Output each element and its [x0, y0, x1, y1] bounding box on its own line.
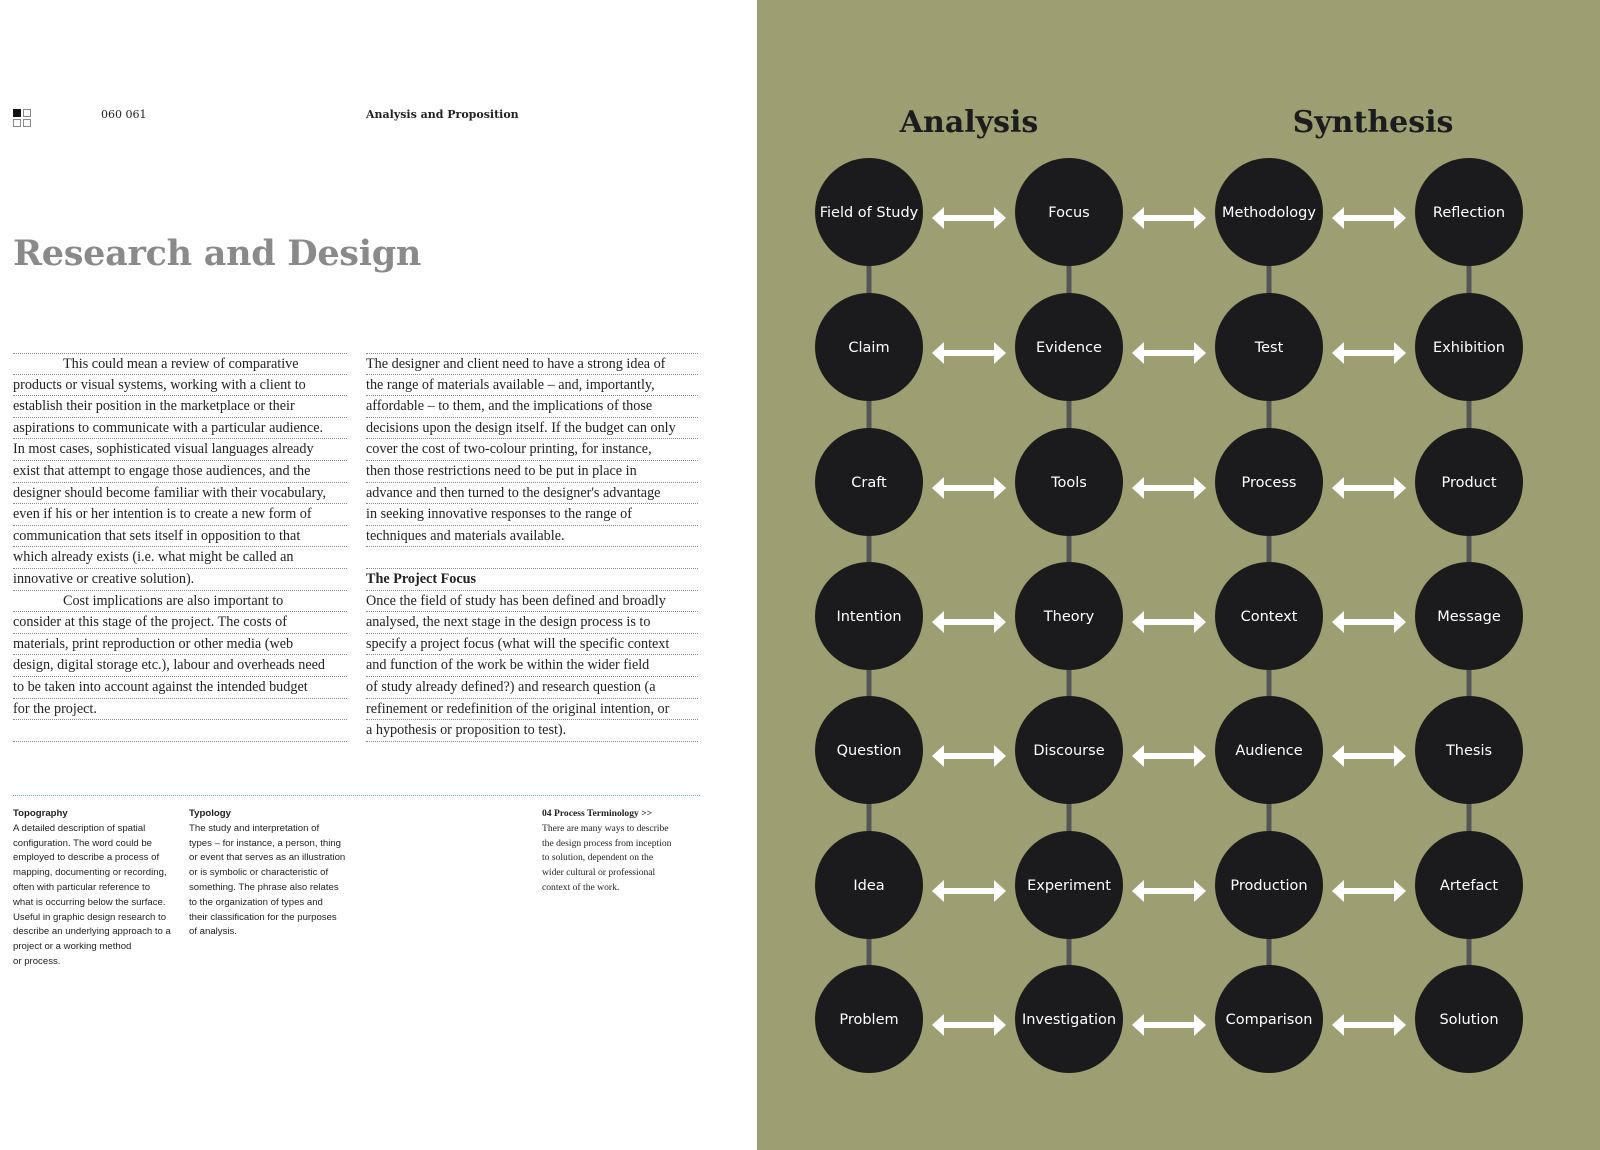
double-arrow-icon [1132, 611, 1206, 633]
double-arrow-icon [1132, 207, 1206, 229]
node-label: Discourse [1033, 743, 1105, 759]
text-line: and function of the work be within the wider field [366, 655, 698, 677]
double-arrow-icon [1332, 880, 1406, 902]
node-label: Thesis [1445, 743, 1493, 759]
note-line: types – for instance, a person, thing [189, 837, 341, 849]
body-column-1 [13, 353, 347, 742]
node-label: Context [1240, 609, 1298, 625]
note-line: often with particular reference to [13, 881, 151, 893]
node-label: Artefact [1439, 878, 1499, 894]
note-line: mapping, documenting or recording, [13, 867, 167, 879]
text-line: of study already defined?) and research question (a [366, 677, 698, 699]
note-line: their classification for the purposes [189, 911, 337, 923]
node-label: Audience [1235, 743, 1303, 759]
text-line: products or visual systems, working with a client to [13, 375, 347, 397]
text-line: techniques and materials available. [366, 526, 698, 548]
text-line: cover the cost of two-colour printing, for instance, [366, 439, 698, 461]
double-arrow-icon [1132, 342, 1206, 364]
node-label: Exhibition [1433, 340, 1505, 356]
double-arrow-icon [932, 207, 1006, 229]
text-line: refinement or redefinition of the original intention, or [366, 699, 698, 721]
note-process-terminology [542, 807, 707, 896]
body-column-2 [366, 353, 698, 742]
text-line: designer should become familiar with their vocabulary, [13, 483, 347, 505]
double-arrow-icon [932, 1014, 1006, 1036]
node-label: Problem [839, 1012, 899, 1028]
double-arrow-icon [1132, 477, 1206, 499]
text-line: communication that sets itself in opposition to that [13, 526, 347, 548]
double-arrow-icon [1332, 207, 1406, 229]
double-arrow-icon [1332, 1014, 1406, 1036]
page-numbers: 060 061 [101, 108, 147, 121]
note-line: context of the work. [542, 881, 620, 893]
page-title: Research and Design [13, 233, 422, 274]
note-line: what is occurring below the surface. [13, 896, 166, 908]
text-line: innovative or creative solution). [13, 569, 347, 591]
double-arrow-icon [932, 342, 1006, 364]
node-label: Production [1230, 878, 1308, 894]
node-label: Field of Study [819, 205, 919, 221]
double-arrow-icon [1132, 745, 1206, 767]
text-line: Once the field of study has been defined and broadly [366, 591, 698, 613]
node-label: Craft [851, 475, 887, 491]
text-line [366, 547, 698, 569]
note-topography [13, 807, 181, 970]
note-line: describe an underlying approach to a [13, 926, 171, 938]
text-line: aspirations to communicate with a particular audience. [13, 418, 347, 440]
left-page [0, 0, 757, 1150]
diagram-heading-analysis: Analysis [899, 105, 1039, 140]
node-label: Theory [1043, 609, 1095, 625]
text-line: Cost implications are also important to [13, 591, 347, 613]
node-label: Comparison [1225, 1012, 1313, 1028]
node-label: Message [1437, 609, 1501, 625]
text-line: establish their position in the marketplace or their [13, 396, 347, 418]
note-heading: Typology [189, 808, 231, 819]
text-line: In most cases, sophisticated visual languages already [13, 439, 347, 461]
note-line: A detailed description of spatial [13, 822, 146, 834]
text-line: This could mean a review of comparative [13, 353, 347, 375]
node-label: Process [1241, 475, 1297, 491]
node-label: Investigation [1021, 1012, 1117, 1028]
note-line: to solution, dependent on the [542, 852, 654, 864]
page-marker-icon [13, 109, 33, 129]
text-line: analysed, the next stage in the design process is to [366, 612, 698, 634]
double-arrow-icon [1132, 1014, 1206, 1036]
node-label: Question [836, 743, 902, 759]
footnote-divider [13, 795, 700, 796]
note-line: project or a working method [13, 941, 132, 953]
node-label: Methodology [1222, 205, 1316, 221]
note-line: The study and interpretation of [189, 822, 320, 834]
node-label: Tools [1051, 475, 1087, 491]
process-diagram [757, 0, 1600, 1150]
note-line: or is symbolic or characteristic of [189, 867, 329, 879]
node-label: Idea [853, 878, 885, 894]
double-arrow-icon [932, 477, 1006, 499]
double-arrow-icon [932, 611, 1006, 633]
note-heading: Topography [13, 808, 68, 819]
node-label: Reflection [1432, 205, 1506, 221]
text-line: affordable – to them, and the implications of those [366, 396, 698, 418]
double-arrow-icon [1332, 611, 1406, 633]
text-line: then those restrictions need to be put in place in [366, 461, 698, 483]
note-line: the design process from inception [542, 837, 672, 849]
text-line: even if his or her intention is to create a new form of [13, 504, 347, 526]
note-line: Useful in graphic design research to [13, 911, 167, 923]
text-line: specify a project focus (what will the specific context [366, 634, 698, 656]
text-line: which already exists (i.e. what might be called an [13, 547, 347, 569]
section-title: Analysis and Proposition [366, 108, 519, 121]
subheading: The Project Focus [366, 569, 698, 591]
node-label: Experiment [1027, 878, 1111, 894]
text-line: in seeking innovative responses to the range of [366, 504, 698, 526]
note-line: or event that serves as an illustration [189, 852, 346, 864]
text-line: a hypothesis or proposition to test). [366, 720, 698, 742]
text-line [13, 720, 347, 742]
node-label: Evidence [1036, 340, 1102, 356]
node-label: Intention [836, 609, 902, 625]
double-arrow-icon [1132, 880, 1206, 902]
text-line: decisions upon the design itself. If the budget can only [366, 418, 698, 440]
note-typology [189, 807, 357, 940]
text-line: materials, print reproduction or other media (web [13, 634, 347, 656]
text-line: consider at this stage of the project. The costs of [13, 612, 347, 634]
double-arrow-icon [932, 880, 1006, 902]
note-heading: 04 Process Terminology >> [542, 808, 653, 819]
note-line: or process. [13, 955, 61, 967]
note-line: configuration. The word could be [13, 837, 153, 849]
node-label: Focus [1048, 205, 1090, 221]
note-line: of analysis. [189, 926, 237, 938]
text-line: to be taken into account against the intended budget [13, 677, 347, 699]
text-line: for the project. [13, 699, 347, 721]
text-line: design, digital storage etc.), labour and overheads need [13, 655, 347, 677]
node-label: Test [1254, 340, 1284, 356]
text-line: the range of materials available – and, importantly, [366, 375, 698, 397]
note-line: wider cultural or professional [542, 867, 656, 879]
node-label: Product [1441, 475, 1497, 491]
text-line: The designer and client need to have a strong idea of [366, 353, 698, 375]
note-line: something. The phrase also relates [189, 881, 339, 893]
node-label: Claim [848, 340, 890, 356]
double-arrow-icon [1332, 477, 1406, 499]
node-label: Solution [1439, 1012, 1499, 1028]
double-arrow-icon [932, 745, 1006, 767]
note-line: employed to describe a process of [13, 852, 160, 864]
diagram-heading-synthesis: Synthesis [1292, 105, 1454, 140]
note-line: to the organization of types and [189, 896, 323, 908]
note-line: There are many ways to describe [542, 822, 669, 834]
text-line: exist that attempt to engage those audiences, and the [13, 461, 347, 483]
double-arrow-icon [1332, 745, 1406, 767]
double-arrow-icon [1332, 342, 1406, 364]
text-line: advance and then turned to the designer's advantage [366, 483, 698, 505]
